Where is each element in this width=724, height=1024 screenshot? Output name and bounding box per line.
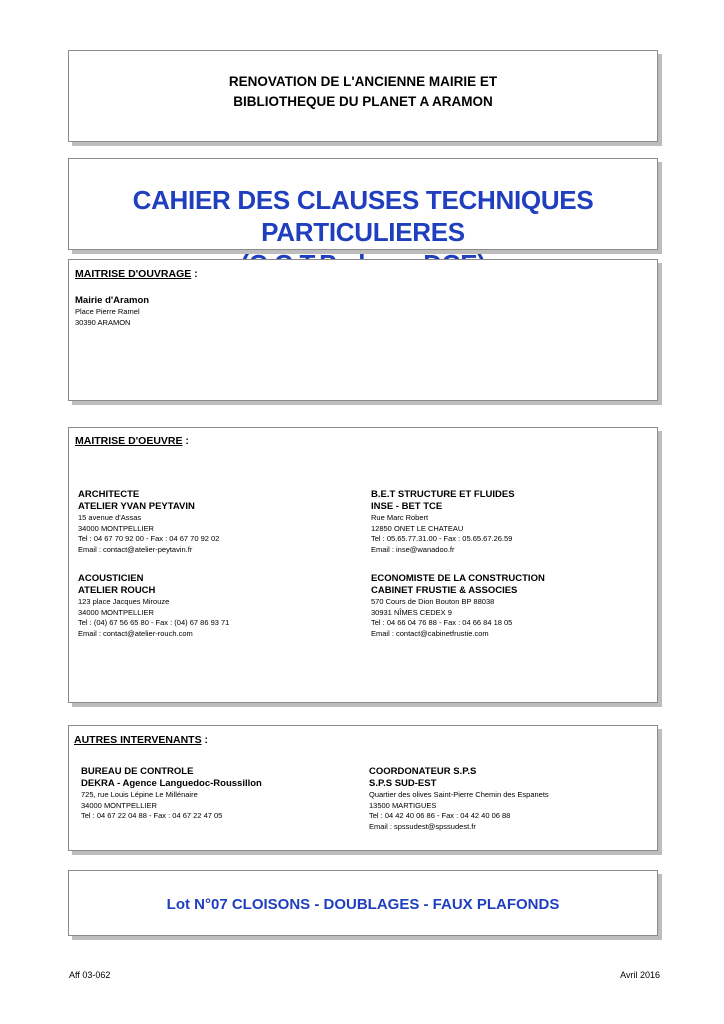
sps-phone: Tel : 04 42 40 06 86 - Fax : 04 42 40 06 88	[369, 811, 511, 820]
owner-name: Mairie d'Aramon	[75, 295, 150, 306]
sps-address-1: Quartier des olives Saint-Pierre Chemin des Espanets	[369, 790, 549, 799]
economist-address-2: 30931 NÎMES CEDEX 9	[371, 607, 452, 617]
bet-name: INSE - BET TCE	[371, 501, 443, 512]
sps-block	[369, 766, 549, 832]
economist-email: Email : contact@cabinetfrustie.com	[371, 628, 489, 638]
acoustician-name: ATELIER ROUCH	[78, 585, 156, 596]
project-title-line-2: BIBLIOTHEQUE DU PLANET A ARAMON	[233, 94, 493, 109]
footer-date: Avril 2016	[620, 970, 660, 980]
economist-address-1: 570 Cours de Dion Bouton BP 88038	[371, 597, 495, 606]
bet-email: Email : inse@wanadoo.fr	[371, 544, 455, 554]
lot-label: Lot N°07 CLOISONS - DOUBLAGES - FAUX PLAFONDS	[166, 896, 560, 913]
owner-section	[68, 259, 658, 401]
architect-block	[78, 489, 219, 555]
architect-address-1: 15 avenue d'Assas	[78, 513, 142, 522]
sps-email: Email : spssudest@spssudest.fr	[369, 821, 476, 831]
bet-phone: Tel : 05.65.77.31.00 - Fax : 05.65.67.26.59	[371, 534, 513, 543]
economist-name: CABINET FRUSTIE & ASSOCIES	[371, 585, 518, 596]
economist-block	[371, 573, 545, 639]
sps-name: S.P.S SUD-EST	[369, 778, 437, 789]
architect-phone: Tel : 04 67 70 92 00 - Fax : 04 67 70 92 02	[78, 534, 220, 543]
project-title-line-1: RENOVATION DE L'ANCIENNE MAIRIE ET	[228, 74, 498, 89]
acoustician-block	[78, 573, 229, 639]
bet-block	[371, 489, 515, 555]
project-title-box	[68, 50, 658, 142]
footer-reference: Aff 03-062	[69, 970, 111, 980]
moe-section	[68, 427, 658, 703]
economist-role: ECONOMISTE DE LA CONSTRUCTION	[371, 573, 545, 584]
bet-address-2: 12850 ONET LE CHATEAU	[371, 523, 464, 533]
acoustician-address-2: 34000 MONTPELLIER	[78, 607, 154, 617]
acoustician-role: ACOUSTICIEN	[78, 573, 144, 584]
control-address-2: 34000 MONTPELLIER	[81, 800, 157, 810]
lot-box	[68, 870, 658, 936]
document-title-box	[68, 158, 658, 250]
control-name: DEKRA - Agence Languedoc-Roussillon	[81, 778, 262, 789]
control-role: BUREAU DE CONTROLE	[81, 766, 194, 777]
sps-address-2: 13500 MARTIGUES	[369, 800, 437, 810]
economist-phone: Tel : 04 66 04 76 88 - Fax : 04 66 84 18 05	[371, 618, 513, 627]
owner-address-1: Place Pierre Ramel	[75, 307, 140, 316]
others-heading: AUTRES INTERVENANTS :	[74, 734, 208, 746]
others-section	[68, 725, 658, 851]
document-title: CAHIER DES CLAUSES TECHNIQUES PARTICULIERES	[132, 185, 594, 247]
acoustician-address-1: 123 place Jacques Mirouze	[78, 597, 170, 606]
bet-role: B.E.T STRUCTURE ET FLUIDES	[371, 489, 515, 500]
owner-details	[75, 295, 149, 328]
moe-heading: MAITRISE D'OEUVRE :	[75, 435, 189, 447]
sps-role: COORDONATEUR S.P.S	[369, 766, 477, 777]
owner-heading: MAITRISE D'OUVRAGE :	[75, 268, 198, 280]
bet-address-1: Rue Marc Robert	[371, 513, 429, 522]
architect-address-2: 34000 MONTPELLIER	[78, 523, 154, 533]
owner-address-2: 30390 ARAMON	[75, 317, 131, 327]
architect-email: Email : contact@atelier-peytavin.fr	[78, 544, 193, 554]
acoustician-email: Email : contact@atelier-rouch.com	[78, 628, 193, 638]
architect-name: ATELIER YVAN PEYTAVIN	[78, 501, 195, 512]
control-phone: Tel : 04 67 22 04 88 - Fax : 04 67 22 47 05	[81, 811, 223, 820]
control-address-1: 725, rue Louis Lépine Le Millénaire	[81, 790, 198, 799]
architect-role: ARCHITECTE	[78, 489, 140, 500]
control-block	[81, 766, 262, 822]
acoustician-phone: Tel : (04) 67 56 65 80 - Fax : (04) 67 86 93 71	[78, 618, 230, 627]
